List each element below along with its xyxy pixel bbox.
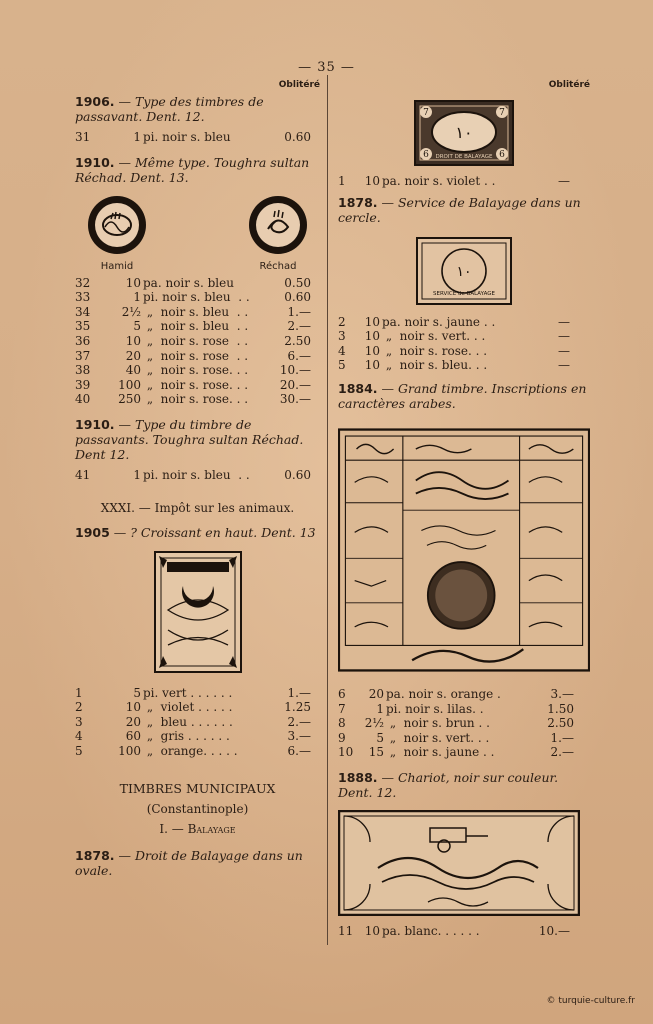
table-row: 4 10 „ noir s. rose. . . —	[338, 343, 570, 358]
heading-1910b	[75, 417, 320, 462]
table-row: 7 1 pi. noir s. lilas. . 1.50	[338, 701, 574, 716]
rows-1888	[338, 924, 570, 939]
stamp-digit: 6	[423, 150, 429, 160]
oblitere-header: Oblitéré	[278, 80, 320, 90]
droit-balayage-stamp-image	[414, 100, 514, 166]
toughra-rechad-image	[246, 193, 310, 257]
table-row: 6 20 pa. noir s. orange . 3.—	[338, 686, 574, 701]
table-row: 3 20 „ bleu . . . . . . 2.—	[75, 714, 311, 729]
stamp-text: SERVICE de BALAYAGE	[433, 290, 495, 297]
stamp-digit: 7	[499, 108, 505, 118]
heading-text: — Service de Balayage dans un cercle.	[338, 194, 581, 225]
stamp-grand-timbre	[338, 419, 590, 681]
table-row: 11 10 pa. blanc. . . . . . 10.—	[338, 923, 570, 938]
heading-1878-left	[75, 848, 320, 878]
stamp-croissant	[75, 550, 320, 674]
heading-1906	[75, 94, 320, 124]
table-row: 4 60 „ gris . . . . . . 3.—	[75, 729, 311, 744]
oblitere-header: Oblitéré	[548, 80, 590, 90]
service-balayage-stamp-image	[416, 237, 512, 305]
heading-text: — Chariot, noir sur couleur. Dent. 12.	[338, 769, 559, 800]
rows-1906	[75, 130, 311, 145]
heading-text: — Grand timbre. Inscriptions en caractères arabes.	[338, 380, 587, 411]
copyright-watermark: © turquie-culture.fr	[546, 996, 635, 1006]
stamp-service-balayage	[338, 237, 590, 305]
svg-text:١٠: ١٠	[455, 123, 473, 142]
table-row: 36 10 „ noir s. rose . . 2.50	[75, 333, 311, 348]
table-row: 10 15 „ noir s. jaune . . 2.—	[338, 745, 574, 760]
table-row: 2 10 pa. noir s. jaune . . —	[338, 314, 570, 329]
table-row: 2 10 „ violet . . . . . 1.25	[75, 700, 311, 715]
heading-1905	[75, 525, 320, 540]
rows-1905	[75, 686, 311, 759]
heading-year: 1910.	[75, 154, 115, 170]
table-row: 41 1 pi. noir s. bleu . . 0.60	[75, 467, 311, 482]
stamp-digit: 7	[423, 108, 429, 118]
grand-timbre-stamp-image	[338, 419, 590, 681]
rows-1910b	[75, 468, 311, 483]
table-row: 34 2½ „ noir s. bleu . . 1.—	[75, 304, 311, 319]
heading-text: — Type des timbres de passavant. Dent. 12.	[75, 94, 264, 124]
heading-text: — Droit de Balayage dans un ovale.	[75, 847, 303, 878]
caption-rechad: Réchad	[259, 260, 297, 272]
heading-1878-right	[338, 195, 590, 225]
heading-year: 1906.	[75, 94, 115, 109]
stamp-droit-balayage	[338, 100, 590, 166]
table-row: 5 10 „ noir s. bleu. . . —	[338, 358, 570, 373]
stamp-digit: 6	[499, 150, 505, 160]
heading-year: 1884.	[338, 380, 378, 396]
rows-droit-balayage	[338, 174, 570, 189]
table-row: 35 5 „ noir s. bleu . . 2.—	[75, 319, 311, 334]
constantinople-subtitle: (Constantinople)	[146, 801, 249, 816]
balayage-heading: I. — Balayage	[159, 821, 236, 836]
heading-text: — Type du timbre de passavants. Toughra sultan Réchad. Dent 12.	[75, 416, 304, 462]
table-row: 38 40 „ noir s. rose. . . 10.—	[75, 363, 311, 378]
toughra-stamps	[75, 193, 320, 272]
heading-year: 1878.	[338, 194, 378, 210]
crescent-stamp-image	[153, 550, 243, 674]
table-row: 3 10 „ noir s. vert. . . —	[338, 329, 570, 344]
left-column	[75, 80, 320, 878]
table-row: 39 100 „ noir s. rose. . . 20.—	[75, 377, 311, 392]
table-row: 32 10 pa. noir s. bleu 0.50	[75, 275, 311, 290]
table-row: 33 1 pi. noir s. bleu . . 0.60	[75, 290, 311, 305]
table-row: 37 20 „ noir s. rose . . 6.—	[75, 348, 311, 363]
section-xxxi: XXXI. — Impôt sur les animaux.	[100, 500, 295, 515]
column-divider	[327, 75, 328, 945]
heading-1888	[338, 770, 590, 800]
stamp-chariot	[338, 810, 590, 916]
timbres-municipaux-title: TIMBRES MUNICIPAUX	[119, 780, 276, 796]
heading-year: 1888.	[338, 769, 378, 785]
svg-text:١٠: ١٠	[456, 263, 472, 280]
rows-service	[338, 315, 570, 373]
heading-year: 1910.	[75, 416, 115, 432]
right-column	[338, 80, 590, 939]
table-row: 1 10 pa. noir s. violet . . —	[338, 174, 570, 188]
table-row: 31 1 pi. noir s. bleu 0.60	[75, 130, 311, 144]
table-row: 40 250 „ noir s. rose. . . 30.—	[75, 392, 311, 407]
table-row: 9 5 „ noir s. vert. . . 1.—	[338, 730, 574, 745]
table-row: 8 2½ „ noir s. brun . . 2.50	[338, 716, 574, 731]
heading-1884	[338, 381, 590, 411]
heading-year: 1878.	[75, 847, 115, 863]
page-number: — 35 —	[298, 60, 355, 75]
table-row: 1 5 pi. vert . . . . . . 1.—	[75, 685, 311, 700]
heading-1910a	[75, 155, 320, 185]
heading-text: — ? Croissant en haut. Dent. 13	[109, 524, 316, 540]
chariot-stamp-image	[338, 810, 580, 916]
rows-1910a	[75, 276, 311, 407]
stamp-hamid	[85, 193, 149, 272]
stamp-text: DROIT DE BALAYAGE	[435, 154, 493, 160]
heading-text: — Même type. Toughra sultan Réchad. Dent. 13.	[75, 154, 310, 185]
caption-hamid: Hamid	[100, 260, 134, 272]
rows-1884	[338, 687, 574, 760]
heading-year: 1905	[75, 524, 110, 540]
table-row: 5 100 „ orange. . . . . 6.—	[75, 743, 311, 758]
toughra-hamid-image	[85, 193, 149, 257]
stamp-rechad	[246, 193, 310, 272]
